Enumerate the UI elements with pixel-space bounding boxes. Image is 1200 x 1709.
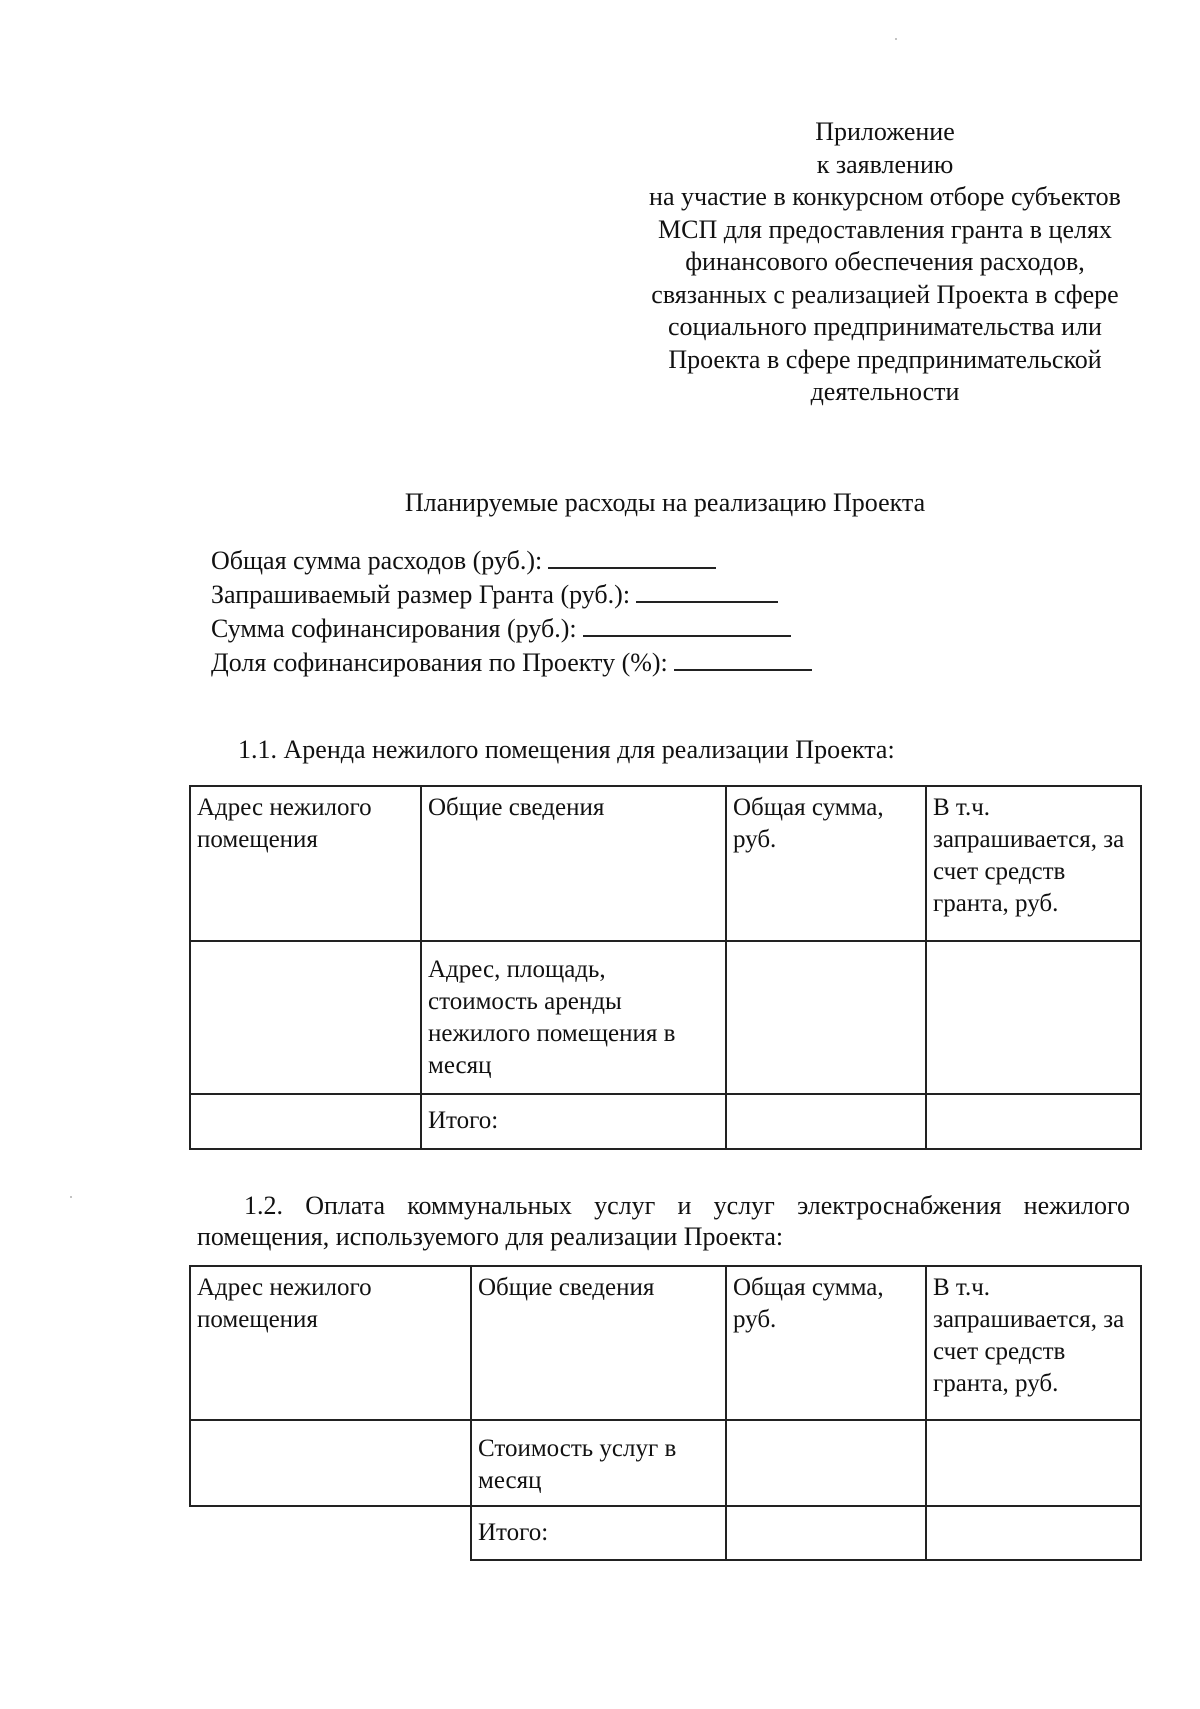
appendix-line: социального предпринимательства или — [668, 312, 1102, 341]
heading-word: услуг — [713, 1191, 775, 1220]
heading-word: нежилого — [1023, 1191, 1130, 1220]
heading-word: услуг — [594, 1191, 656, 1220]
total-sum-value-cell[interactable] — [726, 1094, 926, 1149]
document-title: Планируемые расходы на реализацию Проекта — [404, 488, 926, 517]
section-2-heading — [197, 1190, 1130, 1252]
column-header-grant-share: В т.ч. запрашивается, за счет средств гранта, руб. — [926, 786, 1141, 941]
summary-cofinancing-sum — [211, 611, 812, 645]
appendix-line: МСП для предоставления гранта в целях — [658, 214, 1112, 244]
grant-requested-label: Запрашиваемый размер Гранта (руб.): — [211, 580, 631, 609]
total-grant-value-cell[interactable] — [926, 1094, 1141, 1149]
address-cell[interactable] — [190, 1420, 471, 1506]
total-sum-cell[interactable] — [726, 941, 926, 1094]
utilities-expenses-table — [189, 1265, 1142, 1561]
cofinancing-share-label: Доля софинансирования по Проекту (%): — [211, 648, 668, 677]
appendix-line: связанных с реализацией Проекта в сфере — [651, 279, 1119, 309]
scan-artifact — [895, 38, 897, 40]
summary-cofinancing-share — [211, 645, 812, 679]
column-header-address: Адрес нежилого помещения — [190, 786, 421, 941]
grant-requested-blank[interactable] — [636, 577, 778, 603]
column-header-address: Адрес нежилого помещения — [190, 1266, 471, 1420]
table-header-row — [190, 786, 1141, 941]
total-expenses-label: Общая сумма расходов (руб.): — [211, 546, 543, 575]
rent-expenses-table — [189, 785, 1142, 1150]
total-sum-cell[interactable] — [726, 1420, 926, 1506]
appendix-line: Приложение — [815, 117, 955, 146]
table-row — [190, 941, 1141, 1094]
section-2-heading-line-2: помещения, используемого для реализации Проекта: — [197, 1222, 784, 1251]
total-grant-value-cell[interactable] — [926, 1506, 1141, 1560]
appendix-line: финансового обеспечения расходов, — [685, 247, 1085, 276]
appendix-line: Проекта в сфере предпринимательской — [668, 344, 1102, 374]
cofinancing-sum-label: Сумма софинансирования (руб.): — [211, 614, 577, 643]
total-expenses-blank[interactable] — [548, 543, 716, 569]
column-header-general-info: Общие сведения — [421, 786, 726, 941]
total-label: Итого: — [471, 1506, 726, 1560]
total-address-cell — [190, 1094, 421, 1149]
grant-share-cell[interactable] — [926, 941, 1141, 1094]
grant-share-cell[interactable] — [926, 1420, 1141, 1506]
general-info-cell: Адрес, площадь, стоимость аренды нежилого помещения в месяц — [421, 941, 726, 1094]
table-total-row — [190, 1506, 1141, 1560]
table-header-row — [190, 1266, 1141, 1420]
section-1-heading: 1.1. Аренда нежилого помещения для реализации Проекта: — [238, 735, 895, 764]
cofinancing-share-blank[interactable] — [674, 645, 812, 671]
appendix-header — [600, 116, 1170, 409]
section-2-heading-line-1 — [197, 1190, 1130, 1221]
summary-grant-requested — [211, 577, 812, 611]
column-header-total-sum: Общая сумма, руб. — [726, 1266, 926, 1420]
heading-word: коммунальных — [407, 1191, 572, 1220]
heading-word: и — [677, 1191, 692, 1220]
column-header-total-sum: Общая сумма, руб. — [726, 786, 926, 941]
total-sum-value-cell[interactable] — [726, 1506, 926, 1560]
column-header-grant-share: В т.ч. запрашивается, за счет средств гранта, руб. — [926, 1266, 1141, 1420]
general-info-cell: Стоимость услуг в месяц — [471, 1420, 726, 1506]
appendix-line: на участие в конкурсном отборе субъектов — [649, 182, 1121, 211]
scan-artifact — [70, 1196, 72, 1198]
appendix-line: деятельности — [810, 377, 960, 406]
total-label: Итого: — [421, 1094, 726, 1149]
summary-total-expenses — [211, 543, 812, 577]
table-row — [190, 1420, 1141, 1506]
expense-summary — [211, 543, 812, 679]
column-header-general-info: Общие сведения — [471, 1266, 726, 1420]
table-total-row — [190, 1094, 1141, 1149]
address-cell[interactable] — [190, 941, 421, 1094]
heading-word: 1.2. — [244, 1191, 283, 1220]
heading-word: электроснабжения — [797, 1191, 1002, 1220]
appendix-line: к заявлению — [816, 149, 954, 179]
heading-word: Оплата — [305, 1191, 385, 1220]
total-empty-cell — [190, 1506, 471, 1560]
cofinancing-sum-blank[interactable] — [583, 611, 791, 637]
